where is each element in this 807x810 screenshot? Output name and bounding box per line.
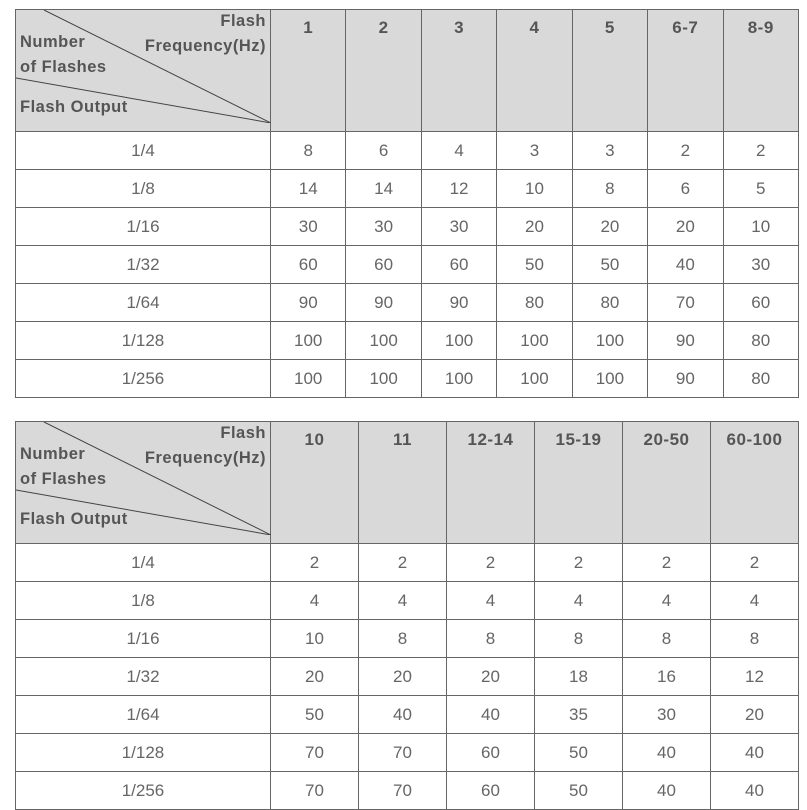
flash-count-cell: 100 xyxy=(271,322,346,360)
flash-count-cell: 70 xyxy=(648,284,723,322)
flash-count-cell: 20 xyxy=(648,208,723,246)
flash-count-cell: 100 xyxy=(572,360,647,398)
corner-label-flash: Flash xyxy=(220,12,266,30)
flash-count-cell: 100 xyxy=(497,360,572,398)
flash-count-cell: 5 xyxy=(723,170,798,208)
flash-count-cell: 70 xyxy=(271,734,359,772)
table-row xyxy=(16,734,799,772)
flash-count-cell: 30 xyxy=(723,246,798,284)
flash-output-cell: 1/256 xyxy=(16,772,271,810)
flash-count-cell: 10 xyxy=(271,620,359,658)
flash-output-cell: 1/16 xyxy=(16,620,271,658)
flash-count-cell: 8 xyxy=(447,620,535,658)
flash-count-cell: 20 xyxy=(497,208,572,246)
table-row xyxy=(16,544,799,582)
flash-count-cell: 100 xyxy=(421,360,496,398)
flash-count-cell: 70 xyxy=(359,772,447,810)
flash-count-cell: 18 xyxy=(535,658,623,696)
flash-count-cell: 8 xyxy=(359,620,447,658)
flash-count-cell: 6 xyxy=(346,132,421,170)
flash-count-cell: 6 xyxy=(648,170,723,208)
flash-count-cell: 40 xyxy=(447,696,535,734)
flash-count-cell: 8 xyxy=(535,620,623,658)
flash-output-cell: 1/256 xyxy=(16,360,271,398)
flash-count-cell: 3 xyxy=(572,132,647,170)
flash-count-cell: 4 xyxy=(535,582,623,620)
table-body xyxy=(16,132,799,398)
flash-count-cell: 4 xyxy=(447,582,535,620)
flash-count-cell: 16 xyxy=(623,658,711,696)
flash-count-cell: 8 xyxy=(572,170,647,208)
column-header: 6-7 xyxy=(648,10,723,132)
flash-count-cell: 60 xyxy=(723,284,798,322)
flash-count-cell: 100 xyxy=(572,322,647,360)
flash-count-cell: 40 xyxy=(623,772,711,810)
table-row xyxy=(16,132,799,170)
flash-count-cell: 70 xyxy=(359,734,447,772)
flash-count-cell: 14 xyxy=(271,170,346,208)
flash-output-cell: 1/8 xyxy=(16,582,271,620)
flash-count-cell: 30 xyxy=(421,208,496,246)
flash-table-2 xyxy=(15,421,799,810)
flash-count-cell: 60 xyxy=(447,734,535,772)
flash-count-cell: 8 xyxy=(711,620,799,658)
flash-count-cell: 2 xyxy=(359,544,447,582)
table-row xyxy=(16,582,799,620)
flash-count-cell: 60 xyxy=(421,246,496,284)
flash-count-cell: 40 xyxy=(359,696,447,734)
flash-count-cell: 4 xyxy=(623,582,711,620)
flash-count-cell: 40 xyxy=(623,734,711,772)
flash-count-cell: 90 xyxy=(271,284,346,322)
corner-label-number: Number xyxy=(20,33,86,51)
corner-label-flash-output: Flash Output xyxy=(20,98,128,116)
flash-count-cell: 2 xyxy=(271,544,359,582)
column-header: 8-9 xyxy=(723,10,798,132)
table-row xyxy=(16,284,799,322)
column-header: 20-50 xyxy=(623,422,711,544)
column-header: 10 xyxy=(271,422,359,544)
flash-output-cell: 1/32 xyxy=(16,658,271,696)
flash-count-cell: 80 xyxy=(723,322,798,360)
flash-count-cell: 30 xyxy=(623,696,711,734)
flash-count-cell: 4 xyxy=(359,582,447,620)
flash-output-cell: 1/32 xyxy=(16,246,271,284)
corner-label-frequency: Frequency(Hz) xyxy=(144,449,266,467)
flash-count-cell: 20 xyxy=(711,696,799,734)
flash-count-cell: 2 xyxy=(535,544,623,582)
flash-count-cell: 12 xyxy=(711,658,799,696)
flash-count-cell: 90 xyxy=(421,284,496,322)
flash-count-cell: 60 xyxy=(346,246,421,284)
flash-count-cell: 4 xyxy=(271,582,359,620)
corner-label-number: Number xyxy=(20,445,86,463)
flash-output-cell: 1/64 xyxy=(16,284,271,322)
table-row xyxy=(16,246,799,284)
corner-header-cell xyxy=(16,10,271,132)
flash-count-cell: 8 xyxy=(271,132,346,170)
column-header: 15-19 xyxy=(535,422,623,544)
table-row xyxy=(16,696,799,734)
flash-count-cell: 35 xyxy=(535,696,623,734)
column-header: 4 xyxy=(497,10,572,132)
column-header: 3 xyxy=(421,10,496,132)
table-row xyxy=(16,360,799,398)
flash-count-cell: 80 xyxy=(497,284,572,322)
flash-count-cell: 70 xyxy=(271,772,359,810)
corner-label-flash-output: Flash Output xyxy=(20,510,128,528)
flash-count-cell: 3 xyxy=(497,132,572,170)
flash-count-cell: 20 xyxy=(271,658,359,696)
flash-count-cell: 100 xyxy=(346,360,421,398)
flash-output-cell: 1/4 xyxy=(16,544,271,582)
corner-label-of-flashes: of Flashes xyxy=(20,470,107,488)
table-row xyxy=(16,658,799,696)
corner-header-cell xyxy=(16,422,271,544)
flash-count-cell: 60 xyxy=(447,772,535,810)
table-row xyxy=(16,322,799,360)
flash-output-cell: 1/16 xyxy=(16,208,271,246)
flash-count-cell: 100 xyxy=(421,322,496,360)
column-header: 12-14 xyxy=(447,422,535,544)
flash-count-cell: 14 xyxy=(346,170,421,208)
table-row xyxy=(16,170,799,208)
flash-count-cell: 50 xyxy=(572,246,647,284)
flash-count-cell: 100 xyxy=(346,322,421,360)
flash-count-cell: 12 xyxy=(421,170,496,208)
flash-count-cell: 100 xyxy=(497,322,572,360)
flash-count-cell: 90 xyxy=(648,360,723,398)
flash-count-cell: 90 xyxy=(648,322,723,360)
flash-output-cell: 1/8 xyxy=(16,170,271,208)
flash-count-cell: 20 xyxy=(359,658,447,696)
flash-count-cell: 50 xyxy=(497,246,572,284)
flash-count-cell: 20 xyxy=(572,208,647,246)
flash-count-cell: 10 xyxy=(723,208,798,246)
flash-count-cell: 90 xyxy=(346,284,421,322)
flash-output-cell: 1/128 xyxy=(16,322,271,360)
flash-count-cell: 40 xyxy=(711,734,799,772)
flash-count-cell: 8 xyxy=(623,620,711,658)
column-header: 2 xyxy=(346,10,421,132)
flash-count-cell: 50 xyxy=(535,772,623,810)
flash-count-cell: 50 xyxy=(535,734,623,772)
flash-count-cell: 4 xyxy=(711,582,799,620)
corner-label-of-flashes: of Flashes xyxy=(20,58,107,76)
flash-count-cell: 80 xyxy=(572,284,647,322)
flash-count-cell: 2 xyxy=(723,132,798,170)
table-row xyxy=(16,208,799,246)
column-header: 5 xyxy=(572,10,647,132)
table-row xyxy=(16,772,799,810)
flash-output-cell: 1/4 xyxy=(16,132,271,170)
flash-count-cell: 4 xyxy=(421,132,496,170)
column-header: 60-100 xyxy=(711,422,799,544)
flash-count-cell: 2 xyxy=(711,544,799,582)
header-row xyxy=(16,10,799,132)
flash-output-cell: 1/128 xyxy=(16,734,271,772)
table-row xyxy=(16,620,799,658)
flash-count-cell: 80 xyxy=(723,360,798,398)
flash-count-cell: 30 xyxy=(271,208,346,246)
column-header: 11 xyxy=(359,422,447,544)
flash-count-cell: 40 xyxy=(711,772,799,810)
flash-count-cell: 10 xyxy=(497,170,572,208)
header-row xyxy=(16,422,799,544)
flash-table-1 xyxy=(15,9,799,398)
table-body xyxy=(16,544,799,810)
flash-output-cell: 1/64 xyxy=(16,696,271,734)
flash-count-cell: 2 xyxy=(623,544,711,582)
flash-count-cell: 50 xyxy=(271,696,359,734)
flash-count-cell: 2 xyxy=(648,132,723,170)
flash-count-cell: 20 xyxy=(447,658,535,696)
flash-count-cell: 100 xyxy=(271,360,346,398)
column-header: 1 xyxy=(271,10,346,132)
flash-count-cell: 2 xyxy=(447,544,535,582)
flash-count-cell: 40 xyxy=(648,246,723,284)
flash-count-cell: 30 xyxy=(346,208,421,246)
flash-count-cell: 60 xyxy=(271,246,346,284)
corner-label-flash: Flash xyxy=(220,424,266,442)
corner-label-frequency: Frequency(Hz) xyxy=(144,37,266,55)
